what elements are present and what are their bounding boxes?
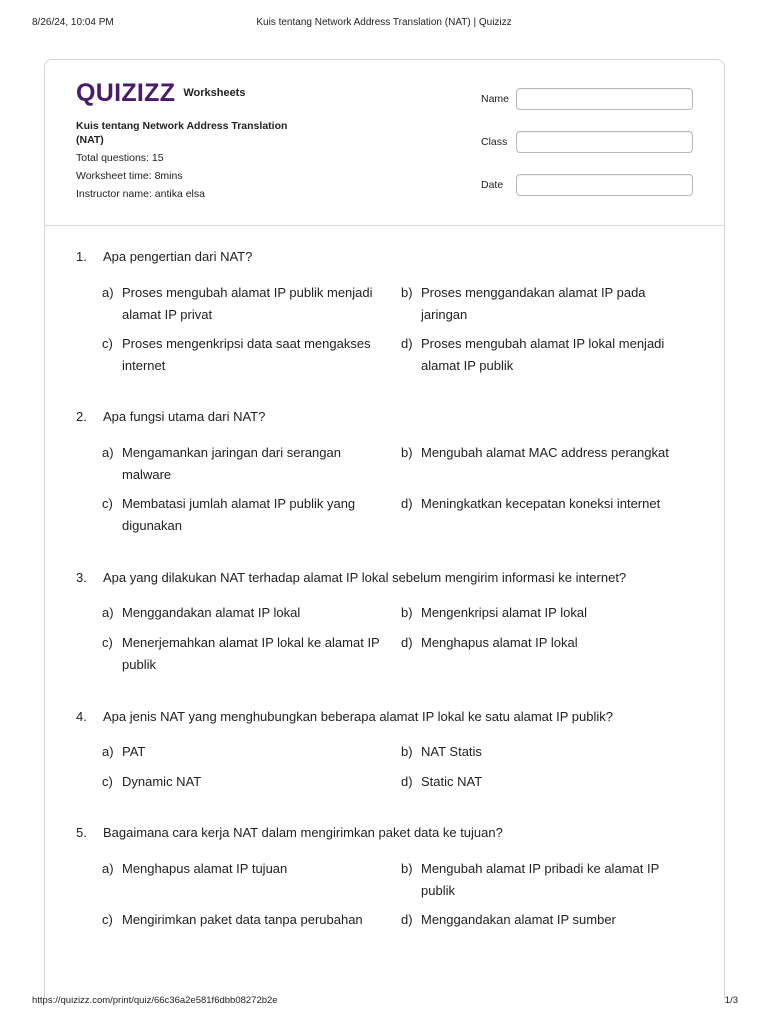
option-text: Proses mengenkripsi data saat mengakses internet — [122, 336, 371, 373]
option-letter: b) — [401, 605, 413, 620]
option-text: Static NAT — [421, 774, 483, 789]
option-text: Menghapus alamat IP tujuan — [122, 861, 288, 876]
print-datetime: 8/26/24, 10:04 PM — [32, 17, 114, 28]
option-1a — [102, 282, 392, 326]
option-text: Mengamankan jaringan dari serangan malware — [122, 445, 341, 482]
question-number: 4. — [76, 709, 87, 724]
worksheet-header — [45, 60, 724, 226]
option-2c — [102, 493, 392, 537]
option-letter: a) — [102, 605, 114, 620]
option-letter: a) — [102, 285, 114, 300]
option-2a — [102, 442, 392, 486]
page-url[interactable]: https://quizizz.com/print/quiz/66c36a2e581f6dbb08272b2e — [32, 995, 278, 1006]
option-text: NAT Statis — [421, 744, 482, 759]
option-2b — [401, 442, 691, 464]
print-document-title: Kuis tentang Network Address Translation (NAT) | Quizizz — [256, 17, 512, 28]
question-text: Apa pengertian dari NAT? — [103, 249, 253, 264]
option-4b — [401, 741, 691, 763]
option-letter: c) — [102, 496, 113, 511]
name-field[interactable] — [516, 88, 693, 110]
option-text: Mengubah alamat MAC address perangkat — [421, 445, 669, 460]
logo-subtitle: Worksheets — [183, 87, 246, 99]
option-3a — [102, 602, 392, 624]
option-letter: d) — [401, 496, 413, 511]
option-text: Menggandakan alamat IP lokal — [122, 605, 301, 620]
option-4d — [401, 771, 691, 793]
option-4c — [102, 771, 392, 793]
option-1d — [401, 333, 691, 377]
option-2d — [401, 493, 691, 515]
question-text: Bagaimana cara kerja NAT dalam mengirimkan paket data ke tujuan? — [103, 825, 503, 840]
class-label: Class — [481, 136, 508, 148]
option-text: Mengubah alamat IP pribadi ke alamat IP publik — [421, 861, 659, 898]
option-letter: b) — [401, 285, 413, 300]
option-text: Meningkatkan kecepatan koneksi internet — [421, 496, 661, 511]
question-number: 1. — [76, 249, 87, 264]
option-5a — [102, 858, 392, 880]
option-text: Membatasi jumlah alamat IP publik yang digunakan — [122, 496, 356, 533]
option-text: Menggandakan alamat IP sumber — [421, 912, 616, 927]
question-text: Apa yang dilakukan NAT terhadap alamat IP lokal sebelum mengirim informasi ke internet? — [103, 570, 627, 585]
question-number: 2. — [76, 409, 87, 424]
logo-wordmark: QUIZIZZ — [76, 79, 176, 107]
option-letter: d) — [401, 774, 413, 789]
option-text: Proses menggandakan alamat IP pada jaringan — [421, 285, 646, 322]
option-letter: b) — [401, 445, 413, 460]
option-letter: a) — [102, 445, 114, 460]
option-letter: d) — [401, 336, 413, 351]
option-1c — [102, 333, 392, 377]
option-3c — [102, 632, 392, 676]
option-letter: d) — [401, 912, 413, 927]
question-number: 5. — [76, 825, 87, 840]
name-label: Name — [481, 93, 510, 105]
page-number: 1/3 — [724, 995, 738, 1006]
option-text: Mengirimkan paket data tanpa perubahan — [122, 912, 363, 927]
date-field[interactable] — [516, 174, 693, 196]
option-text: Dynamic NAT — [122, 774, 202, 789]
option-text: Mengenkripsi alamat IP lokal — [421, 605, 587, 620]
print-header — [0, 17, 768, 31]
option-text: PAT — [122, 744, 146, 759]
option-text: Menerjemahkan alamat IP lokal ke alamat IP publik — [122, 635, 380, 672]
worksheet-time: Worksheet time: 8mins — [76, 170, 183, 182]
option-3d — [401, 632, 691, 654]
total-questions: Total questions: 15 — [76, 152, 164, 164]
worksheet-title: Kuis tentang Network Address Translation (NAT) — [76, 120, 288, 146]
option-letter: b) — [401, 744, 413, 759]
option-letter: a) — [102, 744, 114, 759]
option-letter: c) — [102, 336, 113, 351]
instructor-name: Instructor name: antika elsa — [76, 188, 205, 200]
option-text: Proses mengubah alamat IP lokal menjadi alamat IP publik — [421, 336, 665, 373]
option-1b — [401, 282, 691, 326]
option-5d — [401, 909, 691, 931]
print-footer — [0, 995, 768, 1009]
question-text: Apa jenis NAT yang menghubungkan beberapa alamat IP lokal ke satu alamat IP publik? — [103, 709, 613, 724]
option-5b — [401, 858, 691, 902]
question-text: Apa fungsi utama dari NAT? — [103, 409, 266, 424]
option-letter: c) — [102, 774, 113, 789]
option-3b — [401, 602, 691, 624]
quizizz-logo — [76, 80, 245, 106]
option-4a — [102, 741, 392, 763]
class-field[interactable] — [516, 131, 693, 153]
option-5c — [102, 909, 392, 931]
option-letter: d) — [401, 635, 413, 650]
question-number: 3. — [76, 570, 87, 585]
option-letter: c) — [102, 912, 113, 927]
date-label: Date — [481, 179, 504, 191]
option-text: Menghapus alamat IP lokal — [421, 635, 578, 650]
option-text: Proses mengubah alamat IP publik menjadi alamat IP privat — [122, 285, 373, 322]
option-letter: a) — [102, 861, 114, 876]
option-letter: c) — [102, 635, 113, 650]
option-letter: b) — [401, 861, 413, 876]
